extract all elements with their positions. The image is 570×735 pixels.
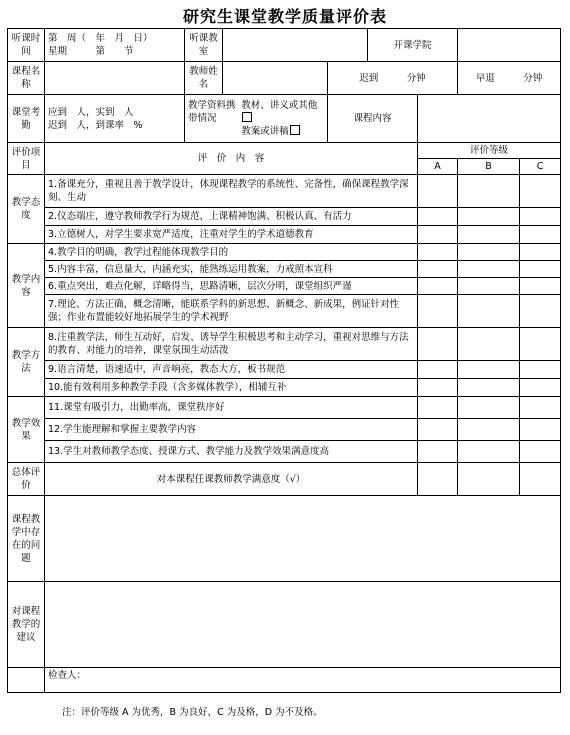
grade-cell[interactable] — [520, 328, 561, 361]
grade-cell[interactable] — [418, 328, 458, 361]
grade-cell[interactable] — [418, 278, 458, 295]
grade-cell[interactable] — [418, 361, 458, 379]
grade-cell[interactable] — [418, 261, 458, 278]
grade-a-header: A — [418, 159, 458, 175]
classroom-field[interactable] — [223, 29, 368, 62]
grade-cell[interactable] — [458, 397, 520, 419]
criterion-9: 9.语言清楚，语速适中，声音响亮，教态大方，板书规范 — [45, 361, 418, 379]
listen-time-label: 听课时间 — [8, 29, 45, 62]
course-name-field[interactable] — [45, 62, 185, 95]
grade-cell[interactable] — [520, 361, 561, 379]
grade-cell[interactable] — [458, 244, 520, 261]
attendance-label: 课堂考勤 — [8, 95, 45, 143]
grade-cell[interactable] — [520, 379, 561, 397]
grade-b-header: B — [458, 159, 520, 175]
criterion-8: 8.注重教学法，师生互动好，启发、诱导学生积极思考和主动学习，重视对思维与方法的教育、对能力的培养，课堂氛围生动活泼 — [45, 328, 418, 361]
grade-cell[interactable] — [418, 441, 458, 463]
materials-option-lecture-notes[interactable] — [241, 125, 324, 138]
criterion-11: 11.课堂有吸引力，出勤率高，课堂秩序好 — [45, 397, 418, 419]
grade-cell[interactable] — [520, 463, 561, 496]
grade-cell[interactable] — [418, 463, 458, 496]
grade-cell[interactable] — [458, 463, 520, 496]
grade-cell[interactable] — [520, 419, 561, 441]
eval-content-label: 评 价 内 容 — [45, 143, 418, 175]
grade-cell[interactable] — [458, 261, 520, 278]
criterion-1: 1.备课充分，重视且善于教学设计，体现课程教学的系统性、完备性，确保课程教学深刻、生动 — [45, 175, 418, 208]
grade-cell[interactable] — [418, 295, 458, 328]
group-teaching-effect: 教学效果 — [8, 397, 45, 463]
classroom-label: 听课教室 — [185, 29, 223, 62]
materials-option-notes-label: 教案或讲稿 — [241, 126, 289, 137]
criterion-12: 12.学生能理解和掌握主要教学内容 — [45, 419, 418, 441]
grade-cell[interactable] — [458, 379, 520, 397]
group-teaching-method: 教学方法 — [8, 328, 45, 397]
grade-cell[interactable] — [520, 261, 561, 278]
grade-cell[interactable] — [520, 208, 561, 226]
overall-label: 总体评价 — [8, 463, 45, 496]
grade-cell[interactable] — [418, 397, 458, 419]
grade-cell[interactable] — [458, 419, 520, 441]
form-title: 研究生课堂教学质量评价表 — [182, 7, 387, 26]
grade-cell[interactable] — [520, 226, 561, 244]
inspector-field[interactable] — [45, 668, 561, 693]
grade-cell[interactable] — [458, 175, 520, 208]
attendance-field[interactable] — [45, 95, 185, 143]
materials-option-textbook-label: 教材、讲义或其他 — [241, 100, 318, 111]
college-field[interactable] — [458, 29, 561, 62]
criterion-10: 10.能有效利用多种教学手段（含多媒体教学），相辅互补 — [45, 379, 418, 397]
criterion-2: 2.仪态端庄，遵守教师教学行为规范，上课精神饱满、积极认真、有活力 — [45, 208, 418, 226]
grade-cell[interactable] — [520, 278, 561, 295]
grade-cell[interactable] — [520, 175, 561, 208]
checkbox-icon[interactable] — [290, 125, 300, 135]
criterion-3: 3.立德树人，对学生要求宽严适度，注重对学生的学术道德教育 — [45, 226, 418, 244]
group-teaching-content: 教学内容 — [8, 244, 45, 328]
grade-cell[interactable] — [418, 226, 458, 244]
criterion-13: 13.学生对教师教学态度、授课方式、教学能力及教学效果满意度高 — [45, 441, 418, 463]
grade-cell[interactable] — [458, 328, 520, 361]
checkbox-icon[interactable] — [242, 112, 252, 122]
teacher-name-label: 教师姓名 — [185, 62, 223, 95]
grade-cell[interactable] — [520, 441, 561, 463]
grade-cell[interactable] — [458, 208, 520, 226]
grade-cell[interactable] — [458, 295, 520, 328]
attendance-late-rate: 迟到 人，到课率 % — [48, 119, 143, 131]
evaluation-form-table — [7, 28, 561, 693]
grade-cell[interactable] — [458, 361, 520, 379]
eval-item-label: 评价项目 — [8, 143, 45, 175]
materials-cell — [185, 95, 328, 143]
college-label: 开课学院 — [368, 29, 458, 62]
course-content-label: 课程内容 — [328, 95, 418, 143]
suggestions-label: 对课程教学的建议 — [8, 582, 45, 668]
grade-c-header: C — [520, 159, 561, 175]
materials-option-textbook[interactable] — [241, 99, 324, 125]
course-name-label: 课程名称 — [8, 62, 45, 95]
grade-cell[interactable] — [520, 397, 561, 419]
criterion-4: 4.教学目的明确，教学过程能体现教学目的 — [45, 244, 418, 261]
grade-cell[interactable] — [418, 379, 458, 397]
inspector-spacer — [8, 668, 45, 693]
inspector-label: 检查人： — [48, 670, 87, 681]
materials-label: 教学资料携带情况 — [188, 100, 236, 124]
grade-note: 注：评价等级 A 为优秀，B 为良好，C 为及格，D 为不及格。 — [62, 707, 323, 718]
criterion-6: 6.重点突出，难点化解，详略得当，思路清晰，层次分明，课堂组织严谨 — [45, 278, 418, 295]
problems-label: 课程教学中存在的问题 — [8, 496, 45, 582]
grade-header-label: 评价等级 — [418, 143, 561, 159]
criterion-7: 7.理论、方法正确，概念清晰，能联系学科的新思想、新概念、新成果，例证针对性强；作业布置能较好地拓展学生的学术视野 — [45, 295, 418, 328]
grade-cell[interactable] — [418, 419, 458, 441]
attendance-expected-actual: 应到 人，实到 人 — [48, 106, 134, 118]
early-leave-field[interactable]: 早退 分钟 — [458, 62, 561, 95]
teacher-name-field[interactable] — [223, 62, 328, 95]
grade-cell[interactable] — [458, 278, 520, 295]
suggestions-field[interactable] — [45, 582, 561, 668]
overall-satisfaction-text: 对本课程任课教师教学满意度（√） — [45, 463, 418, 496]
time-weekday-period: 星期 第 节 — [48, 46, 134, 57]
late-minutes-field[interactable]: 迟到 分钟 — [328, 62, 458, 95]
grade-cell[interactable] — [418, 244, 458, 261]
course-content-field[interactable] — [418, 95, 561, 143]
group-teaching-attitude: 教学态度 — [8, 175, 45, 244]
grade-cell[interactable] — [418, 175, 458, 208]
grade-cell[interactable] — [418, 208, 458, 226]
criterion-5: 5.内容丰富，信息量大，内涵充实，能熟练运用教案，力戒照本宣科 — [45, 261, 418, 278]
time-week-date: 第 周（ 年 月 日） — [48, 33, 153, 44]
problems-field[interactable] — [45, 496, 561, 582]
listen-time-field[interactable] — [45, 29, 185, 62]
grade-cell[interactable] — [520, 244, 561, 261]
grade-cell[interactable] — [520, 295, 561, 328]
grade-cell[interactable] — [458, 226, 520, 244]
grade-cell[interactable] — [458, 441, 520, 463]
